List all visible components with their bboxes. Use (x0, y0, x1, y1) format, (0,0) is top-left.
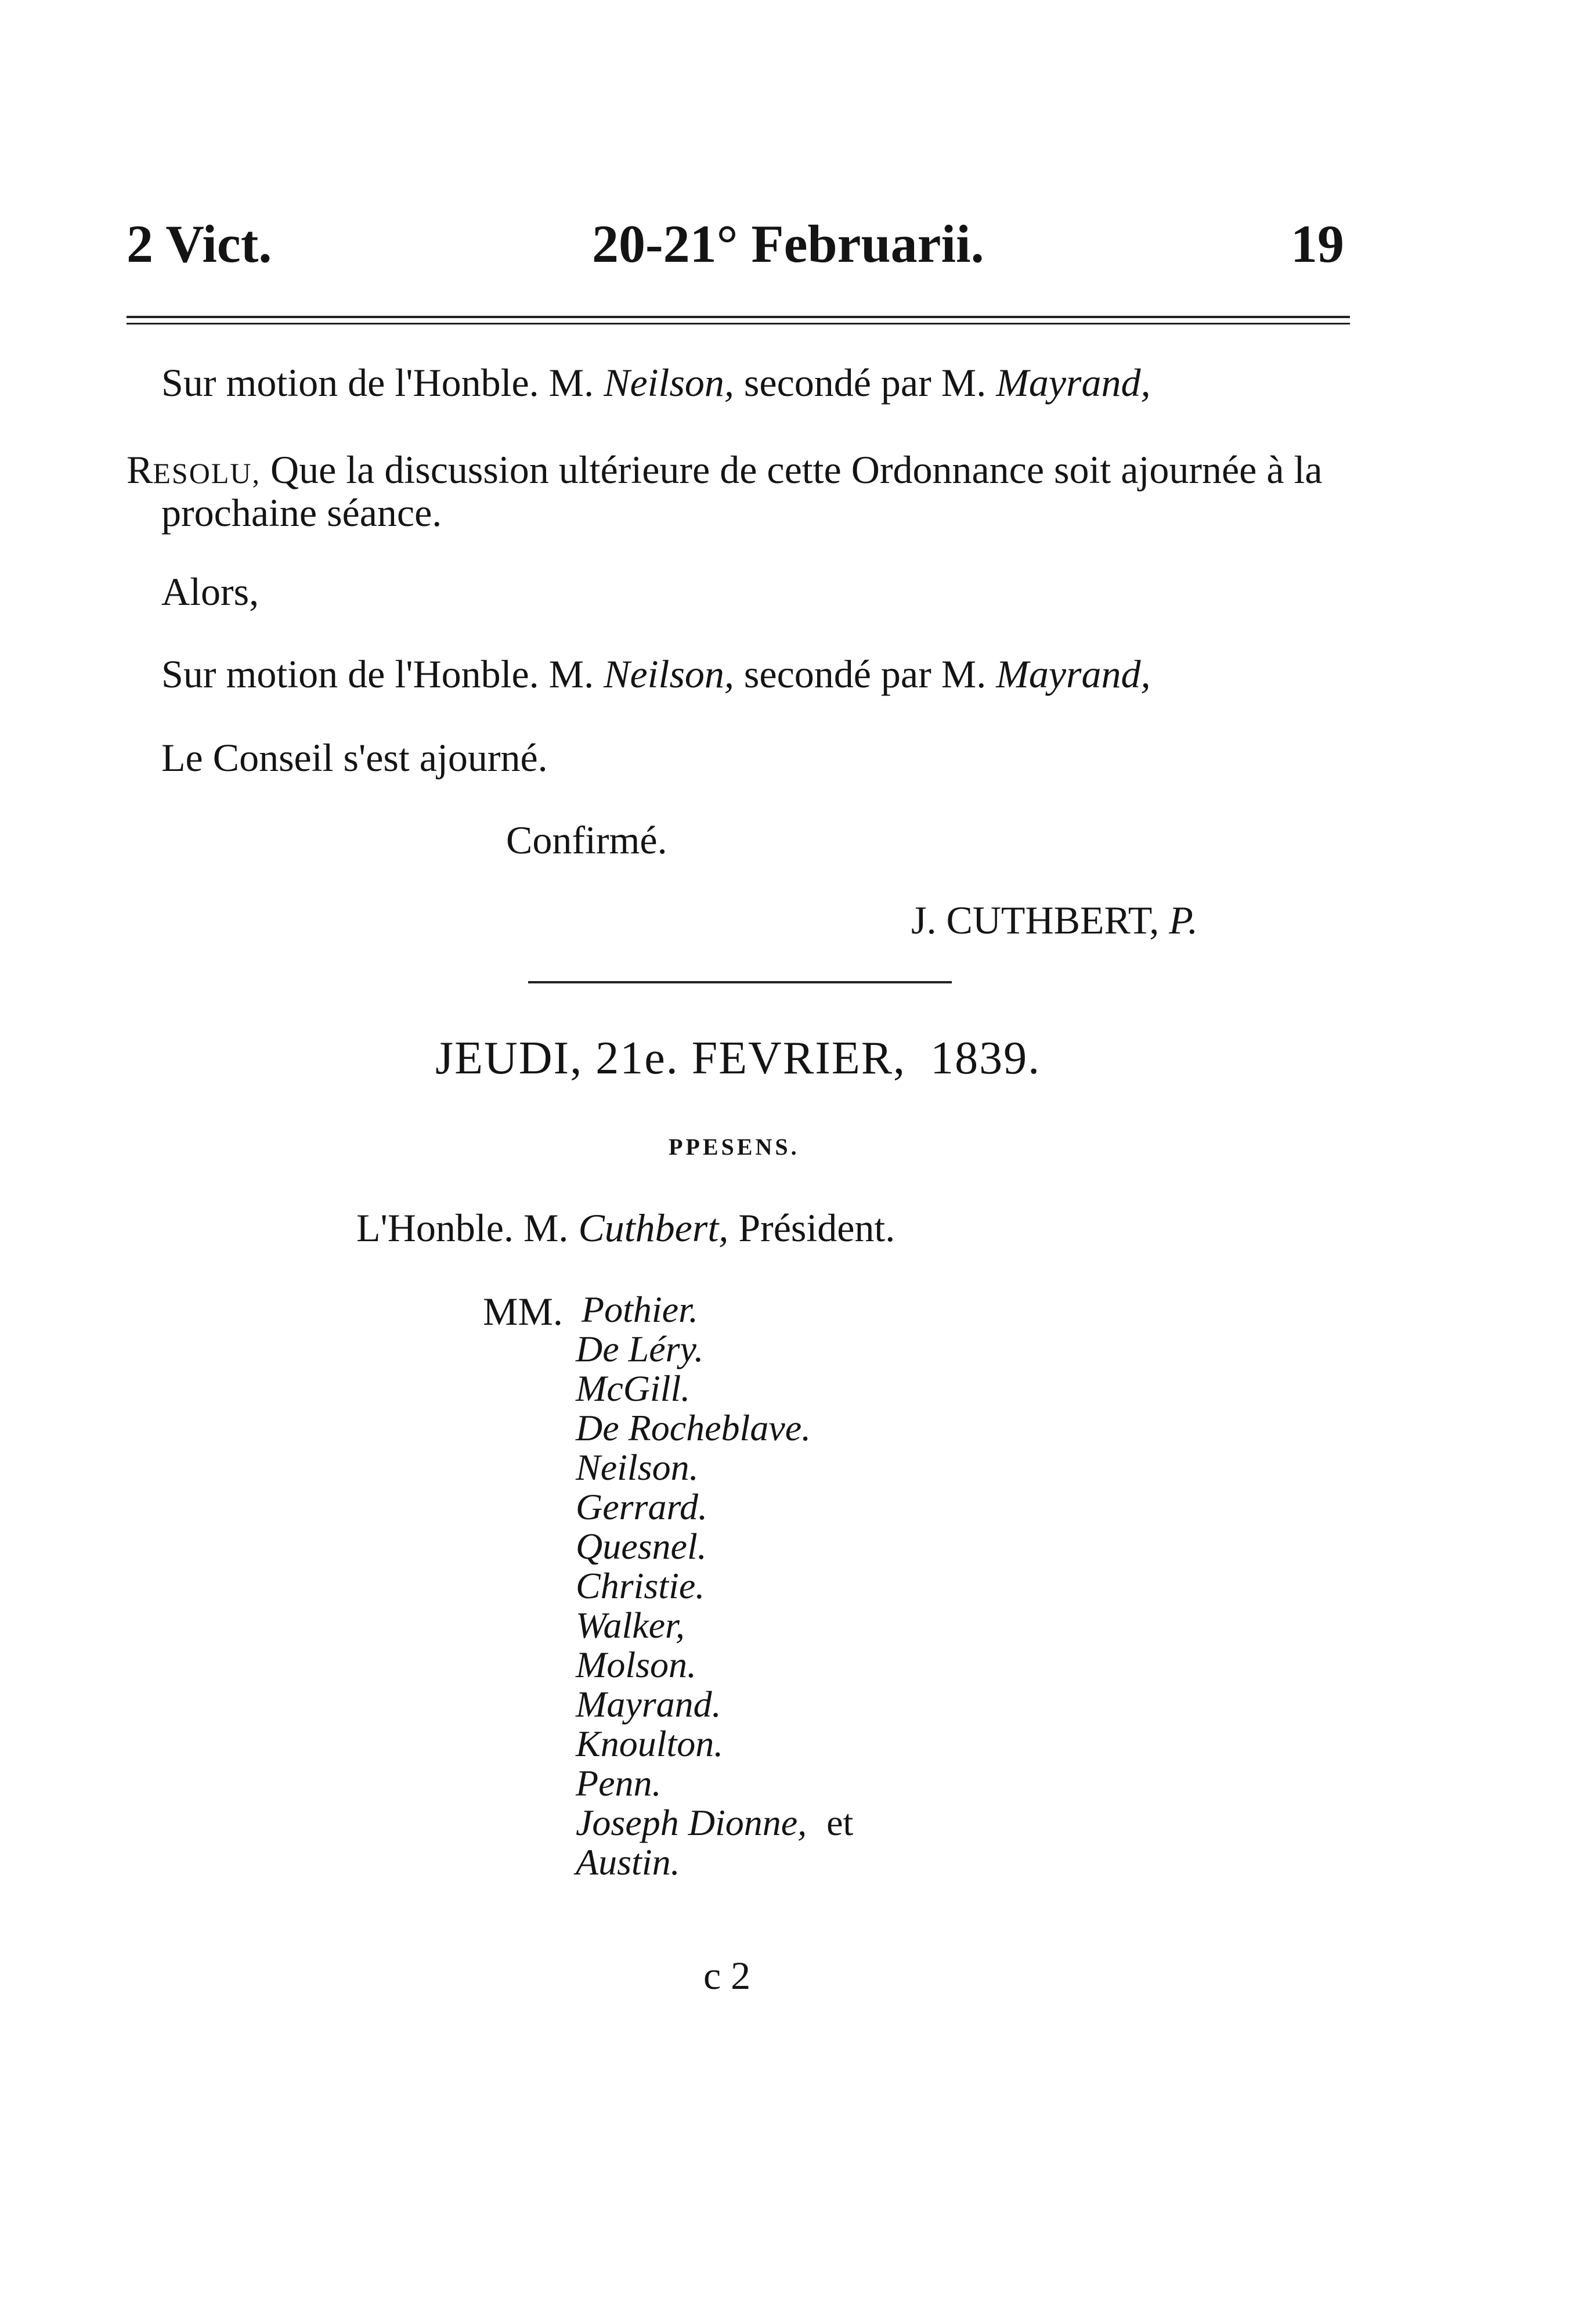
resolution-line-1 (127, 448, 1323, 492)
date-heading-text: JEUDI, 21e. FEVRIER, (435, 1033, 907, 1084)
list-item: McGill. (576, 1368, 691, 1409)
header-left: 2 Vict. (127, 214, 272, 273)
list-item: Penn. (576, 1762, 662, 1804)
date-heading (435, 1032, 1041, 1085)
member-name-last-but-one: Joseph Dionne, (576, 1802, 807, 1843)
motion-2-seconder: Mayrand, (996, 652, 1151, 696)
resolution-line-2: prochaine séance. (161, 491, 442, 535)
page-number: 19 (1291, 214, 1344, 273)
president-line (356, 1206, 895, 1250)
motion-2-mover: Neilson, (604, 652, 734, 696)
list-item: De Léry. (576, 1328, 704, 1369)
header-rule-bottom (127, 323, 1350, 325)
adjourned-line: Le Conseil s'est ajourné. (161, 736, 548, 780)
president-suffix: Président. (738, 1206, 896, 1250)
list-item: Mayrand. (576, 1684, 721, 1725)
header-rule-top (127, 316, 1350, 318)
resolution-keyword-rest: ESOLU, (153, 457, 261, 489)
list-item: Christie. (576, 1565, 705, 1606)
signature-mark: c 2 (703, 1953, 751, 1998)
section-separator-rule (528, 981, 952, 983)
list-item (576, 1804, 853, 1841)
signature-line (911, 899, 1198, 942)
motion-1-middle: secondé par M. (743, 361, 987, 405)
motion-1-seconder: Mayrand, (996, 361, 1151, 405)
alors: Alors, (161, 569, 259, 614)
list-item: Quesnel. (576, 1526, 707, 1567)
motion-2-prefix: Sur motion de l'Honble. M. (161, 652, 594, 696)
list-item: Walker, (576, 1605, 685, 1646)
motion-1-mover: Neilson, (604, 361, 734, 405)
list-item: De Rocheblave. (576, 1407, 811, 1448)
list-item: Gerrard. (576, 1486, 707, 1527)
list-item: Pothier. (582, 1289, 698, 1330)
list-item: Neilson. (576, 1447, 699, 1488)
date-heading-year: 1839. (930, 1033, 1041, 1084)
signature-name: J. CUTHBERT, (911, 898, 1160, 942)
confirmed-line: Confirmé. (506, 818, 667, 862)
list-item: Knoulton. (576, 1723, 724, 1764)
motion-1 (161, 361, 1151, 405)
resolution-text-line-1: Que la discussion ultérieure de cette Ordonnance soit ajournée à la (270, 448, 1323, 492)
header-center: 20-21° Februarii. (592, 214, 984, 273)
presens-label: PPESENS. (669, 1134, 800, 1160)
president-prefix: L'Honble. M. (356, 1206, 569, 1250)
signature-title: P. (1169, 898, 1198, 942)
list-item: Austin. (576, 1841, 680, 1883)
motion-1-prefix: Sur motion de l'Honble. M. (161, 361, 594, 405)
president-name: Cuthbert, (578, 1206, 729, 1250)
motion-2 (161, 653, 1151, 696)
member-conjunction: et (826, 1802, 854, 1843)
list-item: Molson. (576, 1644, 696, 1685)
motion-2-middle: secondé par M. (743, 652, 987, 696)
members-prefix: MM. (483, 1289, 563, 1333)
resolution-keyword-initial: R (127, 448, 153, 492)
